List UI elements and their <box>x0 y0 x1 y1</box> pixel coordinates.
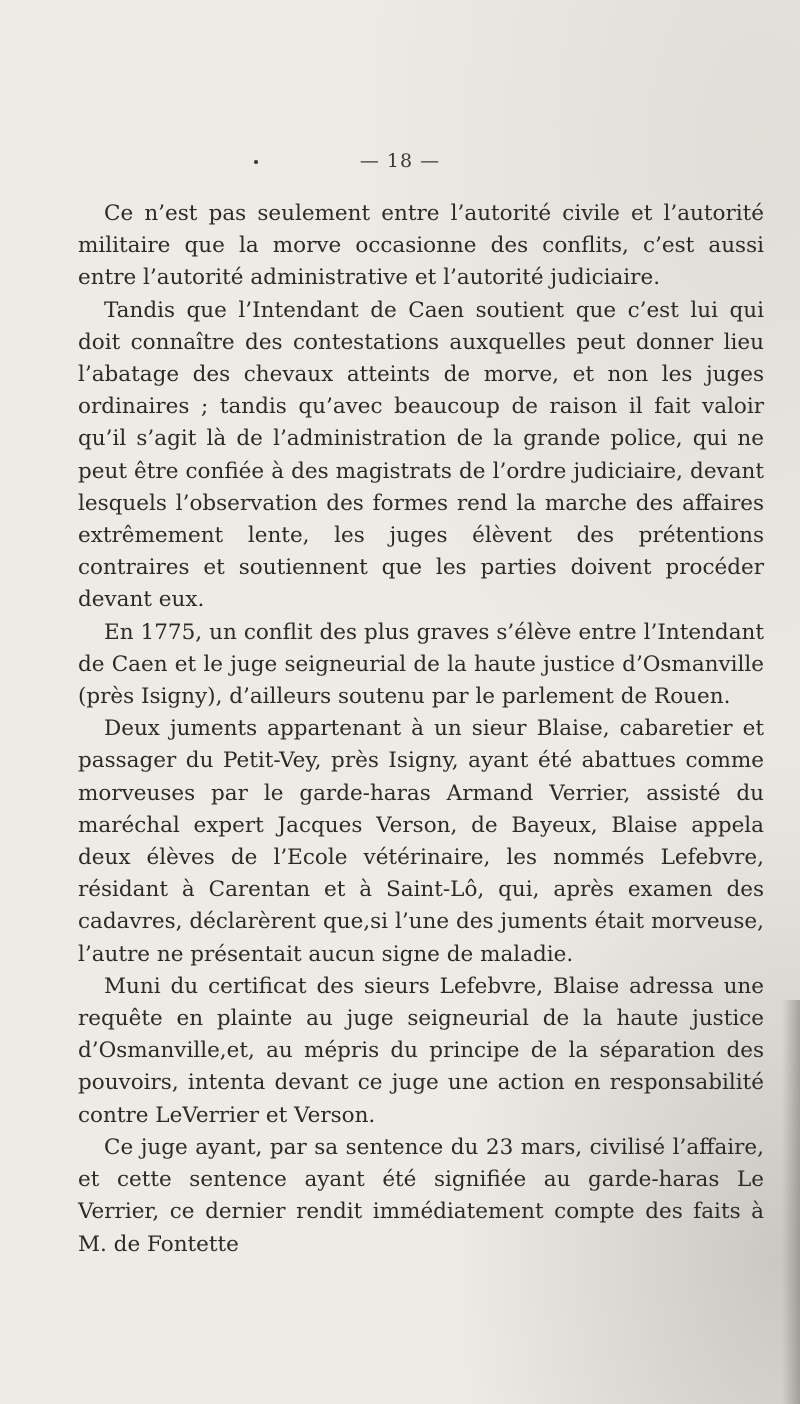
paragraph: En 1775, un conflit des plus graves s’élève entre l’Intendant de Caen et le juge seigneurial de la haute justice d’Osmanville (près Isigny), d’ailleurs soutenu par le parlement de Rouen. <box>78 619 764 710</box>
paragraph: Tandis que l’Intendant de Caen soutient que c’est lui qui doit connaître des contestations auxquelles peut donner lieu l’abatage des chevaux atteints de morve, et non les juges ordinaires ; tandis qu’avec beaucoup de raison il fait valoir qu’il s’agit là de l’administration de la grande police, qui ne peut être confiée à des magistrats de l’ordre judiciaire, devant lesquels l’observation des formes rend la marche des affaires extrêmement lente, les juges élèvent des prétentions contraires et soutiennent que les parties doivent procéder devant eux. <box>78 297 764 613</box>
paragraph: Muni du certificat des sieurs Lefebvre, Blaise adressa une requête en plainte au juge seigneurial de la haute justice d’Osmanville,et, au mépris du principe de la séparation des pouvoirs, intenta devant ce juge une action en responsabilité contre LeVerrier et Verson. <box>78 973 764 1128</box>
paragraph: Ce juge ayant, par sa sentence du 23 mars, civilisé l’affaire, et cette sentence ayant été signifiée au garde-haras Le Verrier, ce dernier rendit immédiatement compte des faits à M. de Fontette <box>78 1134 764 1257</box>
paragraph: Ce n’est pas seulement entre l’autorité civile et l’autorité militaire que la morve occasionne des conflits, c’est aussi entre l’autorité administrative et l’autorité judiciaire. <box>78 201 764 291</box>
page-number: — 18 — <box>359 150 441 172</box>
page-edge-shadow <box>782 1000 800 1404</box>
body-text <box>78 198 764 1261</box>
paragraph: Deux juments appartenant à un sieur Blaise, cabaretier et passager du Petit-Vey, près Isigny, ayant été abattues comme morveuses par le garde-haras Armand Verrier, assisté du maréchal expert Jacques Verson, de Bayeux, Blaise appela deux élèves de l’Ecole vétérinaire, les nommés Lefebvre, résidant à Carentan et à Saint-Lô, qui, après examen des cadavres, déclarèrent que,si l’une des juments était morveuse, l’autre ne présentait aucun signe de maladie. <box>78 716 764 967</box>
